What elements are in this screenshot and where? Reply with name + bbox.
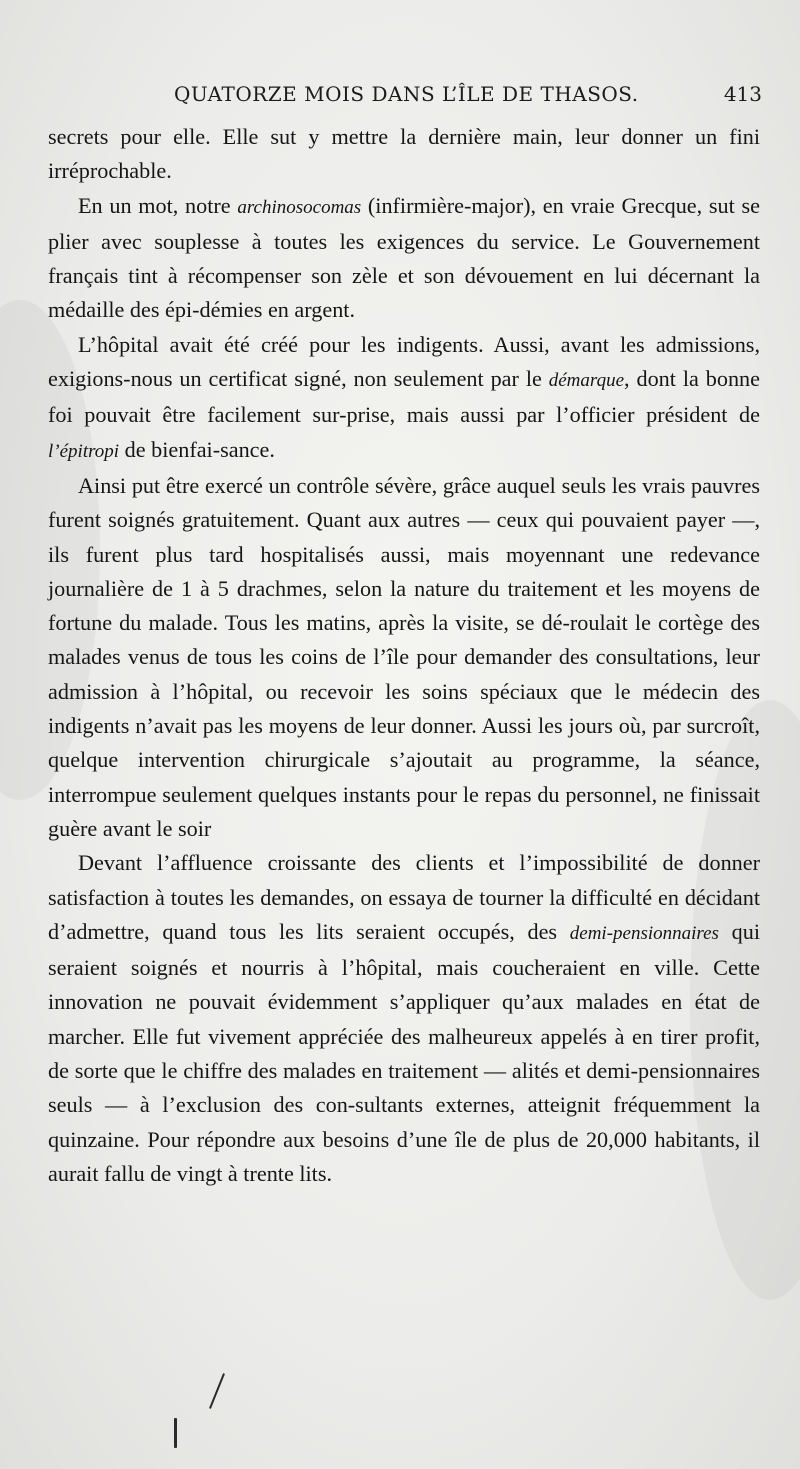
pen-stroke-mark <box>174 1418 177 1448</box>
text-run: L’hôpital avait été créé pour les indigents. Aussi, avant les admissions, exigions-nous un certificat signé, non seulement par le <box>48 331 760 392</box>
text-run: , dont la bonne foi pouvait être facilement sur-prise, mais aussi par l’officier président de <box>48 366 760 428</box>
paragraph <box>48 120 760 189</box>
text-run: qui seraient soignés et nourris à l’hôpital, mais coucheraient en ville. Cette innovation ne pouvait évidemment s’appliquer qu’aux malades en état de marcher. Elle fut vivement appréciée des malheureux appelés à en tirer profit, de sorte que le chiffre des malades en traitement — alités et demi-pensionnaires seuls — à l’exclusion des con-sultants externes, atteignit fréquemment la quinzaine. Pour répondre aux besoins d’une île de plus de 20,000 habitants, il aurait fallu de vingt à trente lits. <box>48 918 761 1186</box>
text-run: secrets pour elle. Elle sut y mettre la dernière main, leur donner un fini irréprochable. <box>48 124 760 184</box>
text-run: (infirmière-major), en vraie Grecque, sut se plier avec souplesse à toutes les exigences du service. Le Gouvernement français tint à récompenser son zèle et son dévouement en lui décernant la médaille des épi-démies en argent. <box>48 192 760 323</box>
italic-term: démarque <box>548 370 625 392</box>
paragraph <box>48 469 760 846</box>
page-header <box>52 82 762 112</box>
page-number: 413 <box>723 82 762 106</box>
pen-stroke-mark <box>209 1373 225 1409</box>
italic-term: demi-pensionnaires <box>569 922 719 944</box>
italic-term: l’épitropi <box>48 440 120 462</box>
paragraph <box>48 846 760 1191</box>
text-run: de bienfai-sance. <box>119 436 275 462</box>
running-title: QUATORZE MOIS DANS L’ÎLE DE THASOS. <box>174 82 639 106</box>
italic-term: archinosocomas <box>237 196 362 218</box>
paragraph <box>48 328 760 469</box>
paragraph <box>48 189 760 328</box>
text-run: Ainsi put être exercé un contrôle sévère, grâce auquel seuls les vrais pauvres furent soignés gratuitement. Quant aux autres — ceux qui pouvaient payer —, ils furent plus tard hospitalisés aussi, mais moyennant une redevance journalière de 1 à 5 drachmes, selon la nature du traitement et les moyens de fortune du malade. Tous les matins, après la visite, se dé-roulait le cortège des malades venus de tous les coins de l’île pour demander des consultations, leur admission à l’hôpital, ou recevoir les soins spéciaux que le médecin des indigents n’avait pas les moyens de leur donner. Aussi les jours où, par surcroît, quelque intervention chirurgicale s’ajoutait au programme, la séance, interrompue seulement quelques instants pour le repas du personnel, ne finissait guère avant le soir <box>48 472 760 841</box>
text-run: En un mot, notre <box>78 192 238 218</box>
text-run: Devant l’affluence croissante des clients et l’impossibilité de donner satisfaction à toutes les demandes, on essaya de tourner la difficulté en décidant d’admettre, quand tous les lits seraient occupés, des <box>48 850 760 944</box>
body-text <box>48 120 760 1191</box>
